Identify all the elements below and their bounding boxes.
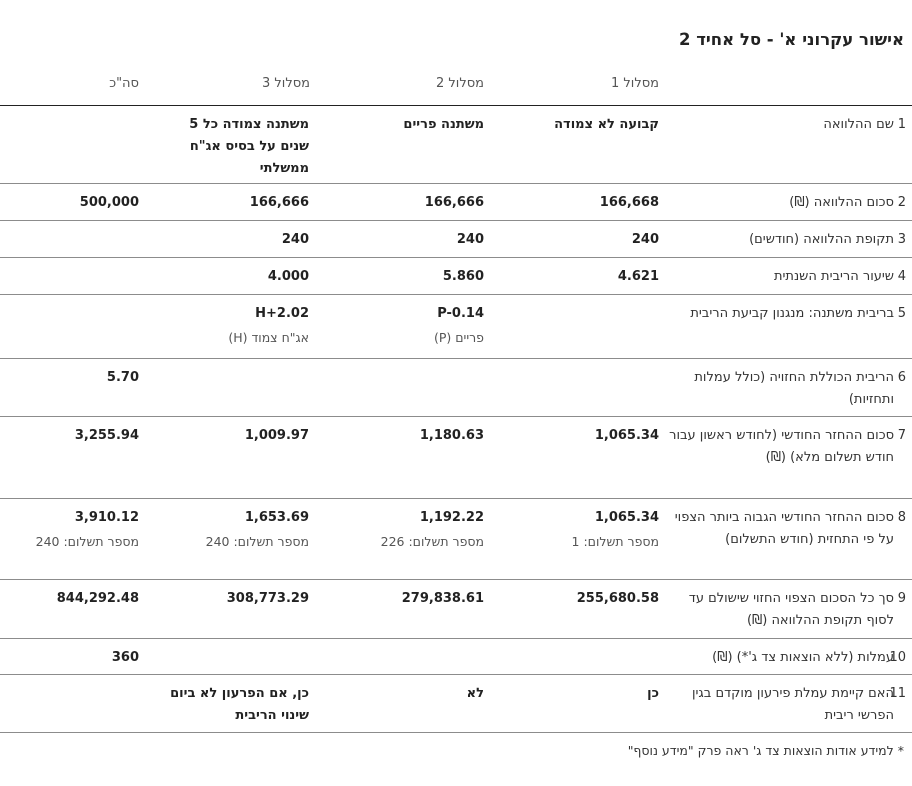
row-number: 2 (897, 195, 906, 210)
row-number: 3 (897, 232, 906, 247)
row-label: בריבית משתנה: מנגנון קביעת הריבית (690, 306, 894, 321)
row-number: 8 (897, 510, 906, 525)
cell-total: 844,292.48 (56, 591, 139, 606)
cell-total: 360 (111, 650, 139, 665)
cell-subtext: מספר תשלום: 1 (571, 534, 659, 549)
cell-track-1: כן (647, 686, 659, 701)
footnote: * למידע אודות הוצאות צד ג' ראה פרק "מידע נוסף" (627, 743, 904, 758)
cell-track-1: 1,065.34 (594, 428, 659, 443)
row-label: עמלות (ללא הוצאות צד ג'*) (₪) (712, 650, 894, 665)
cell-track-2: 1,192.22 מספר תשלום: 226 (309, 499, 484, 580)
cell-track-2 (309, 359, 484, 417)
cell-track-3 (139, 639, 309, 675)
column-header-track-1: מסלול 1 (611, 76, 659, 91)
cell-subtext: מספר תשלום: 226 (380, 534, 484, 549)
row-number: 5 (897, 306, 906, 321)
table-row (0, 221, 912, 258)
row-number: 6 (897, 370, 906, 385)
cell-total: 5.70 (106, 370, 139, 385)
loan-comparison-table (0, 105, 912, 733)
cell-track-2: P-0.14 פריים (P) (309, 295, 484, 359)
table-row (0, 499, 912, 580)
cell-track-3: 4.000 (267, 269, 309, 284)
cell-track-1: 166,668 (599, 195, 659, 210)
column-header-total: סה"כ (109, 76, 139, 91)
cell-track-3: כן, אם הפרעון לא ביום שינוי הריבית (170, 686, 309, 723)
cell-total (0, 675, 139, 733)
cell-track-2: משתנה פריים (403, 117, 484, 132)
cell-track-2: לא (466, 686, 484, 701)
row-label: סך כל הסכום הצפוי החזוי שישולם עד לסוף תקופת ההלוואה (₪) (688, 591, 894, 628)
cell-track-1: 255,680.58 (576, 591, 659, 606)
row-label: האם קיימת עמלת פירעון מוקדם בגין הפרשי ריבית (691, 686, 894, 723)
cell-total: 3,255.94 (74, 428, 139, 443)
table-row (0, 295, 912, 359)
column-header-track-3: מסלול 3 (262, 76, 310, 91)
row-number: 10 (889, 650, 906, 665)
row-number: 9 (897, 591, 906, 606)
table-row (0, 184, 912, 221)
table-row (0, 258, 912, 295)
cell-track-1 (484, 295, 659, 359)
cell-track-1: 1,065.34 מספר תשלום: 1 (484, 499, 659, 580)
cell-track-3: 1,009.97 (244, 428, 309, 443)
row-label: סכום ההלוואה (₪) (789, 195, 894, 210)
cell-track-1: קבועה לא צמודה (554, 117, 659, 132)
cell-track-3: משתנה צמודה כל 5 שנים על בסיס אג"ח ממשלתי (189, 117, 309, 176)
cell-track-3: 166,666 (249, 195, 309, 210)
row-number: 7 (897, 428, 906, 443)
cell-track-1 (484, 359, 659, 417)
row-label: שיעור הריבית השנתית (773, 269, 894, 284)
page-title: אישור עקרוני א' - סל אחיד 2 (678, 30, 904, 49)
cell-track-2: 166,666 (424, 195, 484, 210)
cell-track-2: 240 (456, 232, 484, 247)
cell-total: 500,000 (79, 195, 139, 210)
row-label: תקופת ההלוואה (חודשים) (749, 232, 894, 247)
cell-total (0, 295, 139, 359)
cell-track-2: 5.860 (442, 269, 484, 284)
cell-total (0, 258, 139, 295)
cell-subtext: מספר תשלום: 240 (35, 534, 139, 549)
cell-subtext: מספר תשלום: 240 (205, 534, 309, 549)
cell-track-3: 1,653.69 מספר תשלום: 240 (139, 499, 309, 580)
table-row (0, 580, 912, 639)
row-label: הריבית הכוללת החזויה (כולל עמלות ותחזיות) (694, 370, 894, 407)
cell-track-1: 4.621 (617, 269, 659, 284)
cell-subtext: פריים (P) (433, 330, 484, 345)
cell-subtext: אג"ח צמוד (H) (228, 330, 309, 345)
cell-track-2 (309, 639, 484, 675)
cell-track-3: H+2.02 אג"ח צמוד (H) (139, 295, 309, 359)
cell-track-1: 240 (631, 232, 659, 247)
cell-total (0, 106, 139, 184)
cell-total: 3,910.12 מספר תשלום: 240 (0, 499, 139, 580)
table-row (0, 639, 912, 675)
cell-track-3 (139, 359, 309, 417)
table-row (0, 359, 912, 417)
table-row (0, 675, 912, 733)
cell-total (0, 221, 139, 258)
table-row (0, 417, 912, 499)
cell-track-3: 308,773.29 (226, 591, 309, 606)
cell-track-1 (484, 639, 659, 675)
row-label: סכום ההחזר החודשי (לחודש ראשון עבור חודש תשלום מלא) (₪) (669, 428, 894, 465)
column-header-track-2: מסלול 2 (436, 76, 484, 91)
cell-track-2: 279,838.61 (401, 591, 484, 606)
row-number: 11 (889, 686, 906, 701)
row-number: 4 (897, 269, 906, 284)
cell-track-3: 240 (281, 232, 309, 247)
table-row (0, 106, 912, 184)
row-label: סכום ההחזר החודשי הגבוה ביותר הצפוי על פי התחזית (חודש התשלום) (674, 510, 894, 547)
row-number: 1 (897, 117, 906, 132)
row-label: שם ההלוואה (823, 117, 894, 132)
cell-track-2: 1,180.63 (419, 428, 484, 443)
